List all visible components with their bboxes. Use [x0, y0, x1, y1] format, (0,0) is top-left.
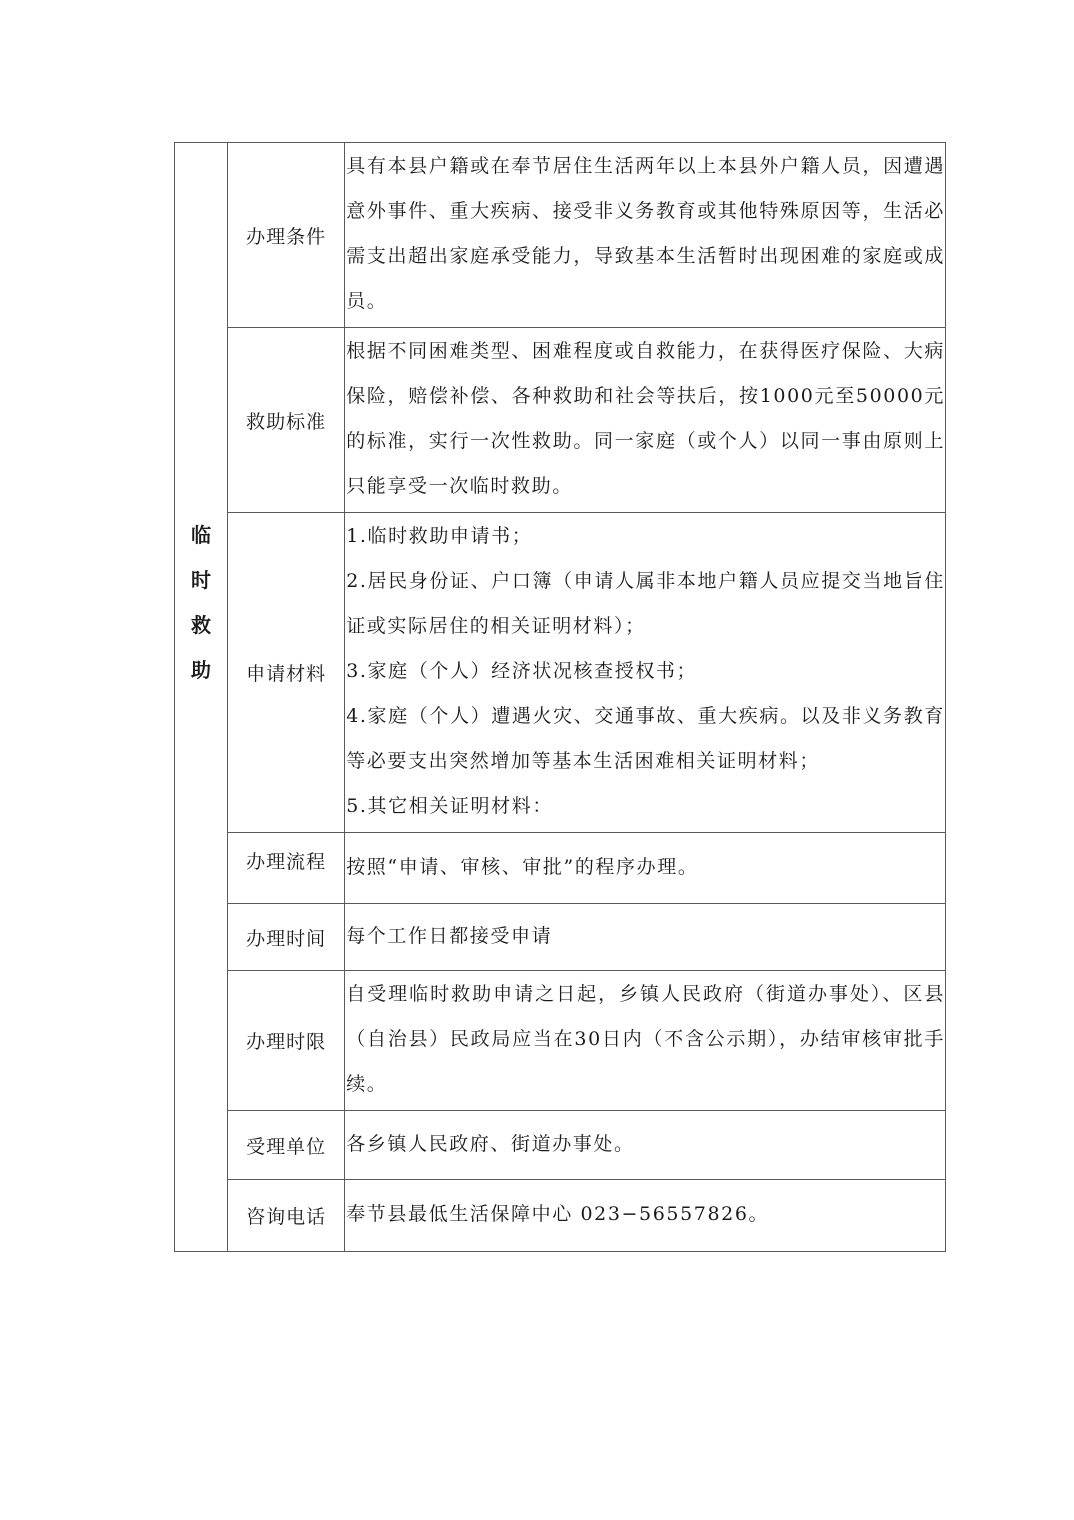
material-item: 2.居民身份证、户口簿（申请人属非本地户籍人员应提交当地旨住证或实际居住的相关证明材料）；	[346, 570, 945, 637]
material-item: 1.临时救助申请书；	[346, 525, 533, 547]
row-accepting-unit	[175, 1111, 946, 1180]
material-item: 5.其它相关证明材料：	[346, 795, 553, 817]
service-guide-table	[174, 142, 946, 1252]
row-content: 按照“申请、审核、审批”的程序办理。	[345, 833, 946, 904]
category-char: 时	[191, 568, 212, 592]
row-content: 各乡镇人民政府、街道办事处。	[345, 1111, 946, 1180]
row-content: 每个工作日都接受申请	[345, 904, 946, 971]
row-time-limit	[175, 971, 946, 1111]
row-label: 受理单位	[228, 1111, 345, 1180]
row-hotline	[175, 1180, 946, 1252]
row-label: 咨询电话	[228, 1180, 345, 1252]
row-materials	[175, 513, 946, 833]
material-item: 3.家庭（个人）经济状况核查授权书；	[346, 660, 698, 682]
category-char: 临	[191, 523, 212, 547]
category-cell	[175, 143, 228, 1252]
row-label: 办理流程	[228, 833, 345, 904]
row-hours	[175, 904, 946, 971]
category-char: 助	[191, 658, 212, 682]
row-label: 办理时限	[228, 971, 345, 1111]
row-content: 自受理临时救助申请之日起，乡镇人民政府（街道办事处）、区县（自治县）民政局应当在30日内（不含公示期），办结审核审批手续。	[345, 971, 946, 1111]
row-content	[345, 513, 946, 833]
row-content: 具有本县户籍或在奉节居住生活两年以上本县外户籍人员，因遭遇意外事件、重大疾病、接受非义务教育或其他特殊原因等，生活必需支出超出家庭承受能力，导致基本生活暂时出现困难的家庭或成员。	[345, 143, 946, 328]
row-process	[175, 833, 946, 904]
row-conditions	[175, 143, 946, 328]
row-label: 申请材料	[228, 513, 345, 833]
row-label: 办理时间	[228, 904, 345, 971]
row-label: 办理条件	[228, 143, 345, 328]
row-content: 奉节县最低生活保障中心 023−56557826。	[345, 1180, 946, 1252]
category-char: 救	[191, 613, 212, 637]
row-label: 救助标准	[228, 328, 345, 513]
material-item: 4.家庭（个人）遭遇火灾、交通事故、重大疾病。以及非义务教育等必要支出突然增加等基本生活困难相关证明材料；	[346, 705, 945, 772]
row-content: 根据不同困难类型、困难程度或自救能力，在获得医疗保险、大病保险，赔偿补偿、各种救助和社会等扶后，按1000元至50000元的标准，实行一次性救助。同一家庭（或个人）以同一事由原则上只能享受一次临时救助。	[345, 328, 946, 513]
row-standard	[175, 328, 946, 513]
